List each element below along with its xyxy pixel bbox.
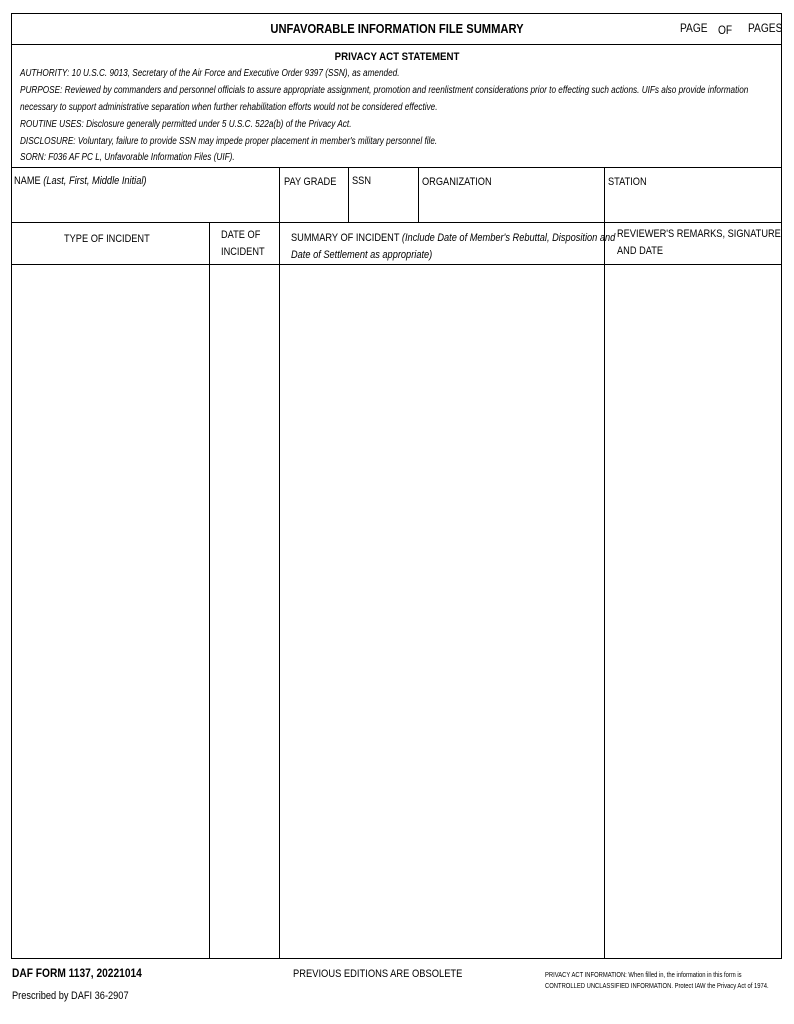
title-divider: [11, 44, 782, 45]
reviewer-remarks-cell[interactable]: [605, 266, 781, 958]
pages-label: PAGES: [748, 21, 783, 35]
identity-divider: [11, 222, 782, 223]
summary-of-incident-cell[interactable]: [280, 266, 603, 958]
divider-v: [418, 167, 419, 222]
of-label: OF: [718, 23, 733, 37]
col-summary-line-2: Date of Settlement as appropriate): [291, 249, 433, 261]
organization-field-label[interactable]: ORGANIZATION: [422, 176, 492, 188]
privacy-sorn: SORN: F036 AF PC L, Unfavorable Information Files (UIF).: [20, 152, 235, 163]
prescribed-by: Prescribed by DAFI 36-2907: [12, 990, 129, 1002]
page-label: PAGE: [680, 21, 708, 35]
col-date-of-incident-line-1: DATE OF: [221, 229, 261, 241]
summary-hint: (Include Date of Member's Rebuttal, Disposition and: [401, 232, 616, 244]
name-field-label[interactable]: [14, 175, 146, 188]
privacy-act-heading: PRIVACY ACT STATEMENT: [334, 51, 460, 63]
privacy-notice-line-1: PRIVACY ACT INFORMATION: When filled in, the information in this form is: [545, 970, 742, 979]
divider-v: [604, 167, 605, 222]
privacy-routine-uses: ROUTINE USES: Disclosure generally permitted under 5 U.S.C. 522a(b) of the Privacy Act.: [20, 119, 352, 130]
col-reviewer-line-2: AND DATE: [617, 245, 664, 257]
summary-label: SUMMARY OF INCIDENT: [291, 232, 400, 244]
pay-grade-field-label[interactable]: PAY GRADE: [284, 176, 337, 188]
privacy-notice: [545, 969, 769, 991]
divider-v: [279, 167, 280, 222]
divider-v: [348, 167, 349, 222]
obsolete-notice: PREVIOUS EDITIONS ARE OBSOLETE: [293, 968, 463, 980]
privacy-authority: AUTHORITY: 10 U.S.C. 9013, Secretary of the Air Force and Executive Order 9397 (SSN), as amended.: [20, 68, 400, 79]
form-title: UNFAVORABLE INFORMATION FILE SUMMARY: [270, 21, 524, 36]
privacy-purpose-line-2: necessary to support administrative separation when further rehabilitation efforts would not be considered effective.: [20, 102, 438, 113]
table-header-divider: [11, 264, 782, 265]
privacy-disclosure: DISCLOSURE: Voluntary, failure to provide SSN may impede proper placement in member's military personnel file.: [20, 136, 438, 147]
privacy-divider: [11, 167, 782, 168]
col-reviewer-line-1: REVIEWER'S REMARKS, SIGNATURE: [617, 228, 781, 240]
privacy-notice-line-2: CONTROLLED UNCLASSIFIED INFORMATION. Protect IAW the Privacy Act of 1974.: [545, 981, 769, 990]
type-of-incident-cell[interactable]: [12, 266, 208, 958]
form-id: DAF FORM 1137, 20221014: [12, 966, 142, 980]
ssn-field-label[interactable]: SSN: [352, 175, 372, 187]
privacy-purpose-line-1: PURPOSE: Reviewed by commanders and personnel officials to assure appropriate assignment, promotion and reenlistment considerations prior to effecting such actions. UIFs also provide information: [20, 85, 749, 96]
date-of-incident-cell[interactable]: [210, 266, 278, 958]
name-label: NAME: [14, 175, 41, 187]
col-date-of-incident-line-2: INCIDENT: [221, 246, 265, 258]
name-hint: (Last, First, Middle Initial): [43, 175, 147, 187]
col-summary-line-1: [291, 232, 615, 245]
station-field-label[interactable]: STATION: [608, 176, 647, 188]
col-type-of-incident: TYPE OF INCIDENT: [64, 233, 150, 245]
